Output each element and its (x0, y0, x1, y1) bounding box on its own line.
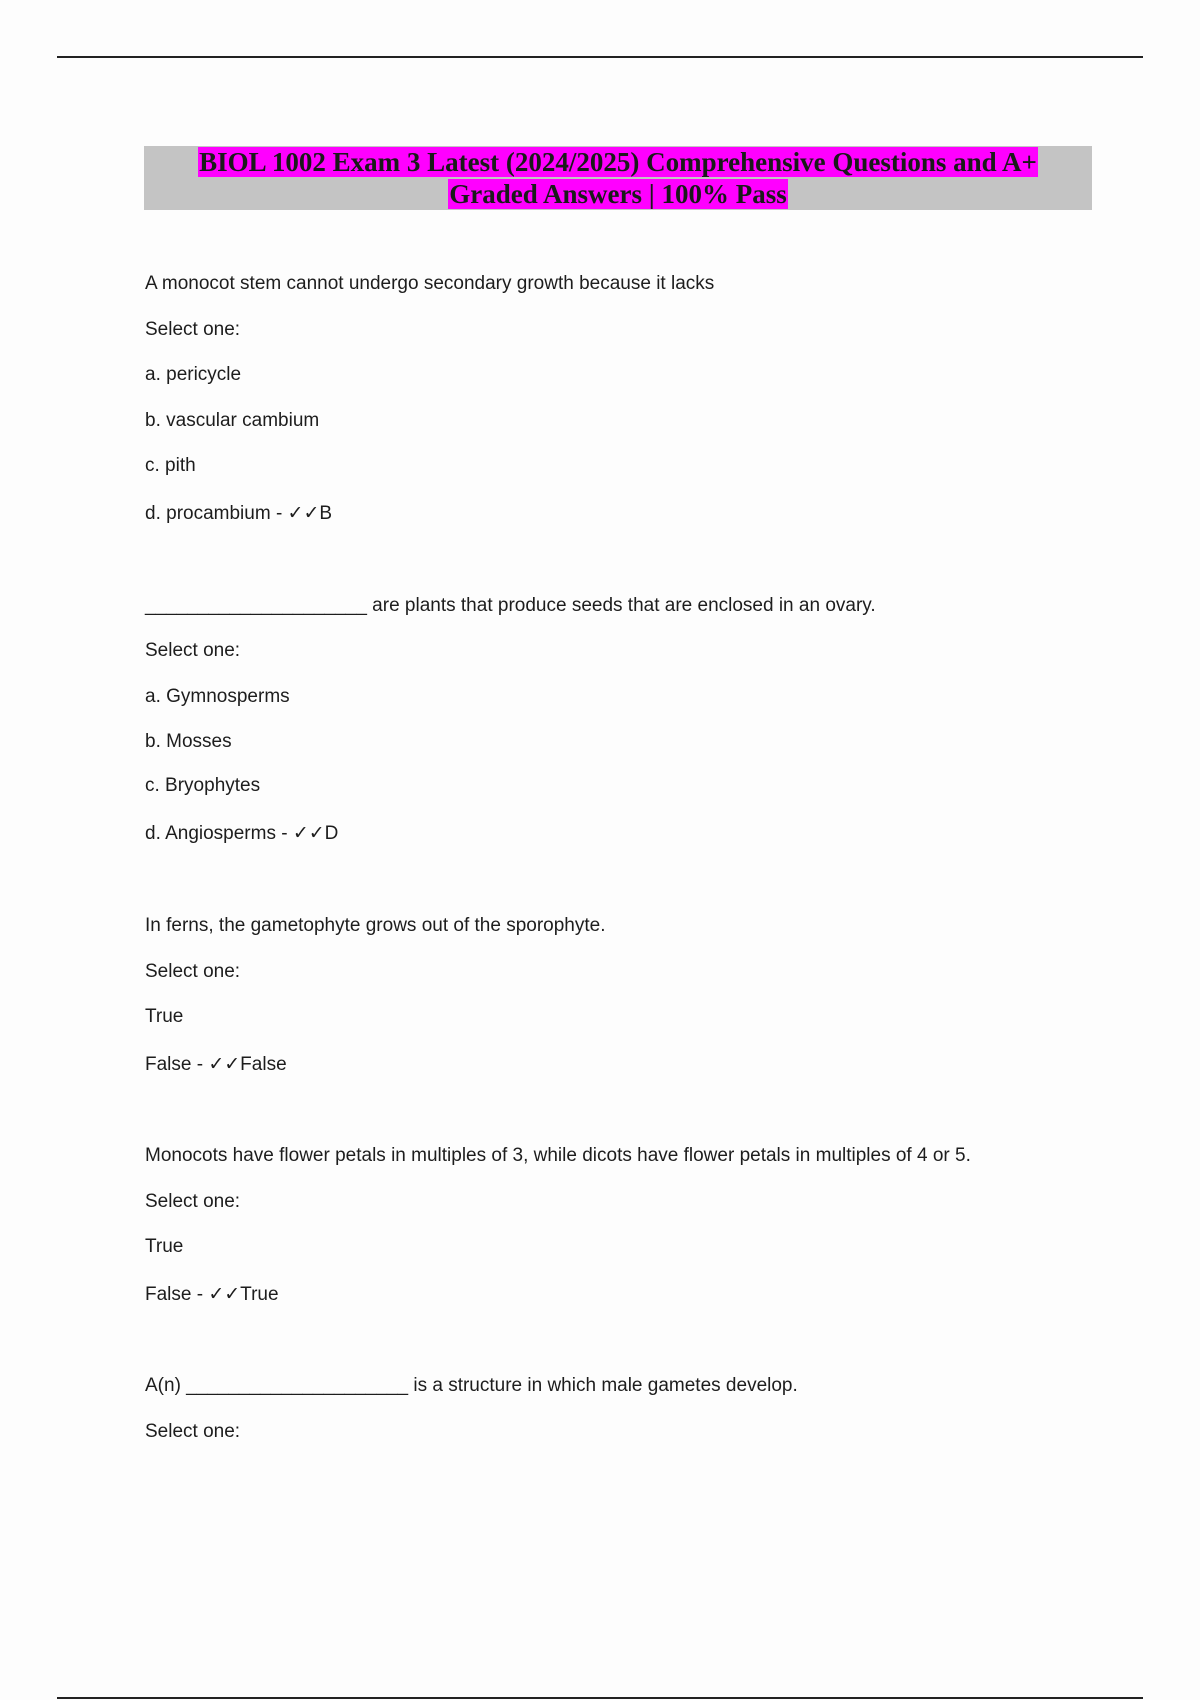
question-4-prompt: Monocots have flower petals in multiples of 3, while dicots have flower petals in multiples of 4 or 5. (145, 1145, 971, 1166)
question-1-option-d-answer: d. procambium - ✓✓B (145, 503, 333, 524)
question-1-option-b: b. vascular cambium (145, 410, 320, 431)
question-4-option-true: True (145, 1236, 184, 1257)
question-5-select-label: Select one: (145, 1421, 241, 1442)
question-4-select-label: Select one: (145, 1191, 241, 1212)
question-3-option-false-answer: False - ✓✓False (145, 1054, 287, 1075)
title-line-1: BIOL 1002 Exam 3 Latest (2024/2025) Comprehensive Questions and A+ (199, 147, 1037, 177)
header-rule (57, 56, 1143, 58)
question-3-select-label: Select one: (145, 961, 241, 982)
question-1-select-label: Select one: (145, 319, 241, 340)
question-2-prompt: _____________________ are plants that produce seeds that are enclosed in an ovary. (145, 595, 876, 616)
question-1-prompt: A monocot stem cannot undergo secondary growth because it lacks (145, 273, 715, 294)
question-2-option-c: c. Bryophytes (145, 775, 261, 796)
title-line-2: Graded Answers | 100% Pass (449, 179, 787, 209)
footer-rule (57, 1697, 1143, 1699)
question-2-option-a: a. Gymnosperms (145, 686, 290, 707)
question-1-option-a: a. pericycle (145, 364, 242, 385)
question-5-prompt: A(n) _____________________ is a structure in which male gametes develop. (145, 1375, 798, 1396)
question-2-select-label: Select one: (145, 640, 241, 661)
question-2-option-b: b. Mosses (145, 731, 232, 752)
question-3-prompt: In ferns, the gametophyte grows out of the sporophyte. (145, 915, 606, 936)
question-3-option-true: True (145, 1006, 184, 1027)
question-4-option-false-answer: False - ✓✓True (145, 1284, 279, 1305)
document-title (144, 146, 1092, 210)
question-2-option-d-answer: d. Angiosperms - ✓✓D (145, 823, 339, 844)
question-1-option-c: c. pith (145, 455, 196, 476)
